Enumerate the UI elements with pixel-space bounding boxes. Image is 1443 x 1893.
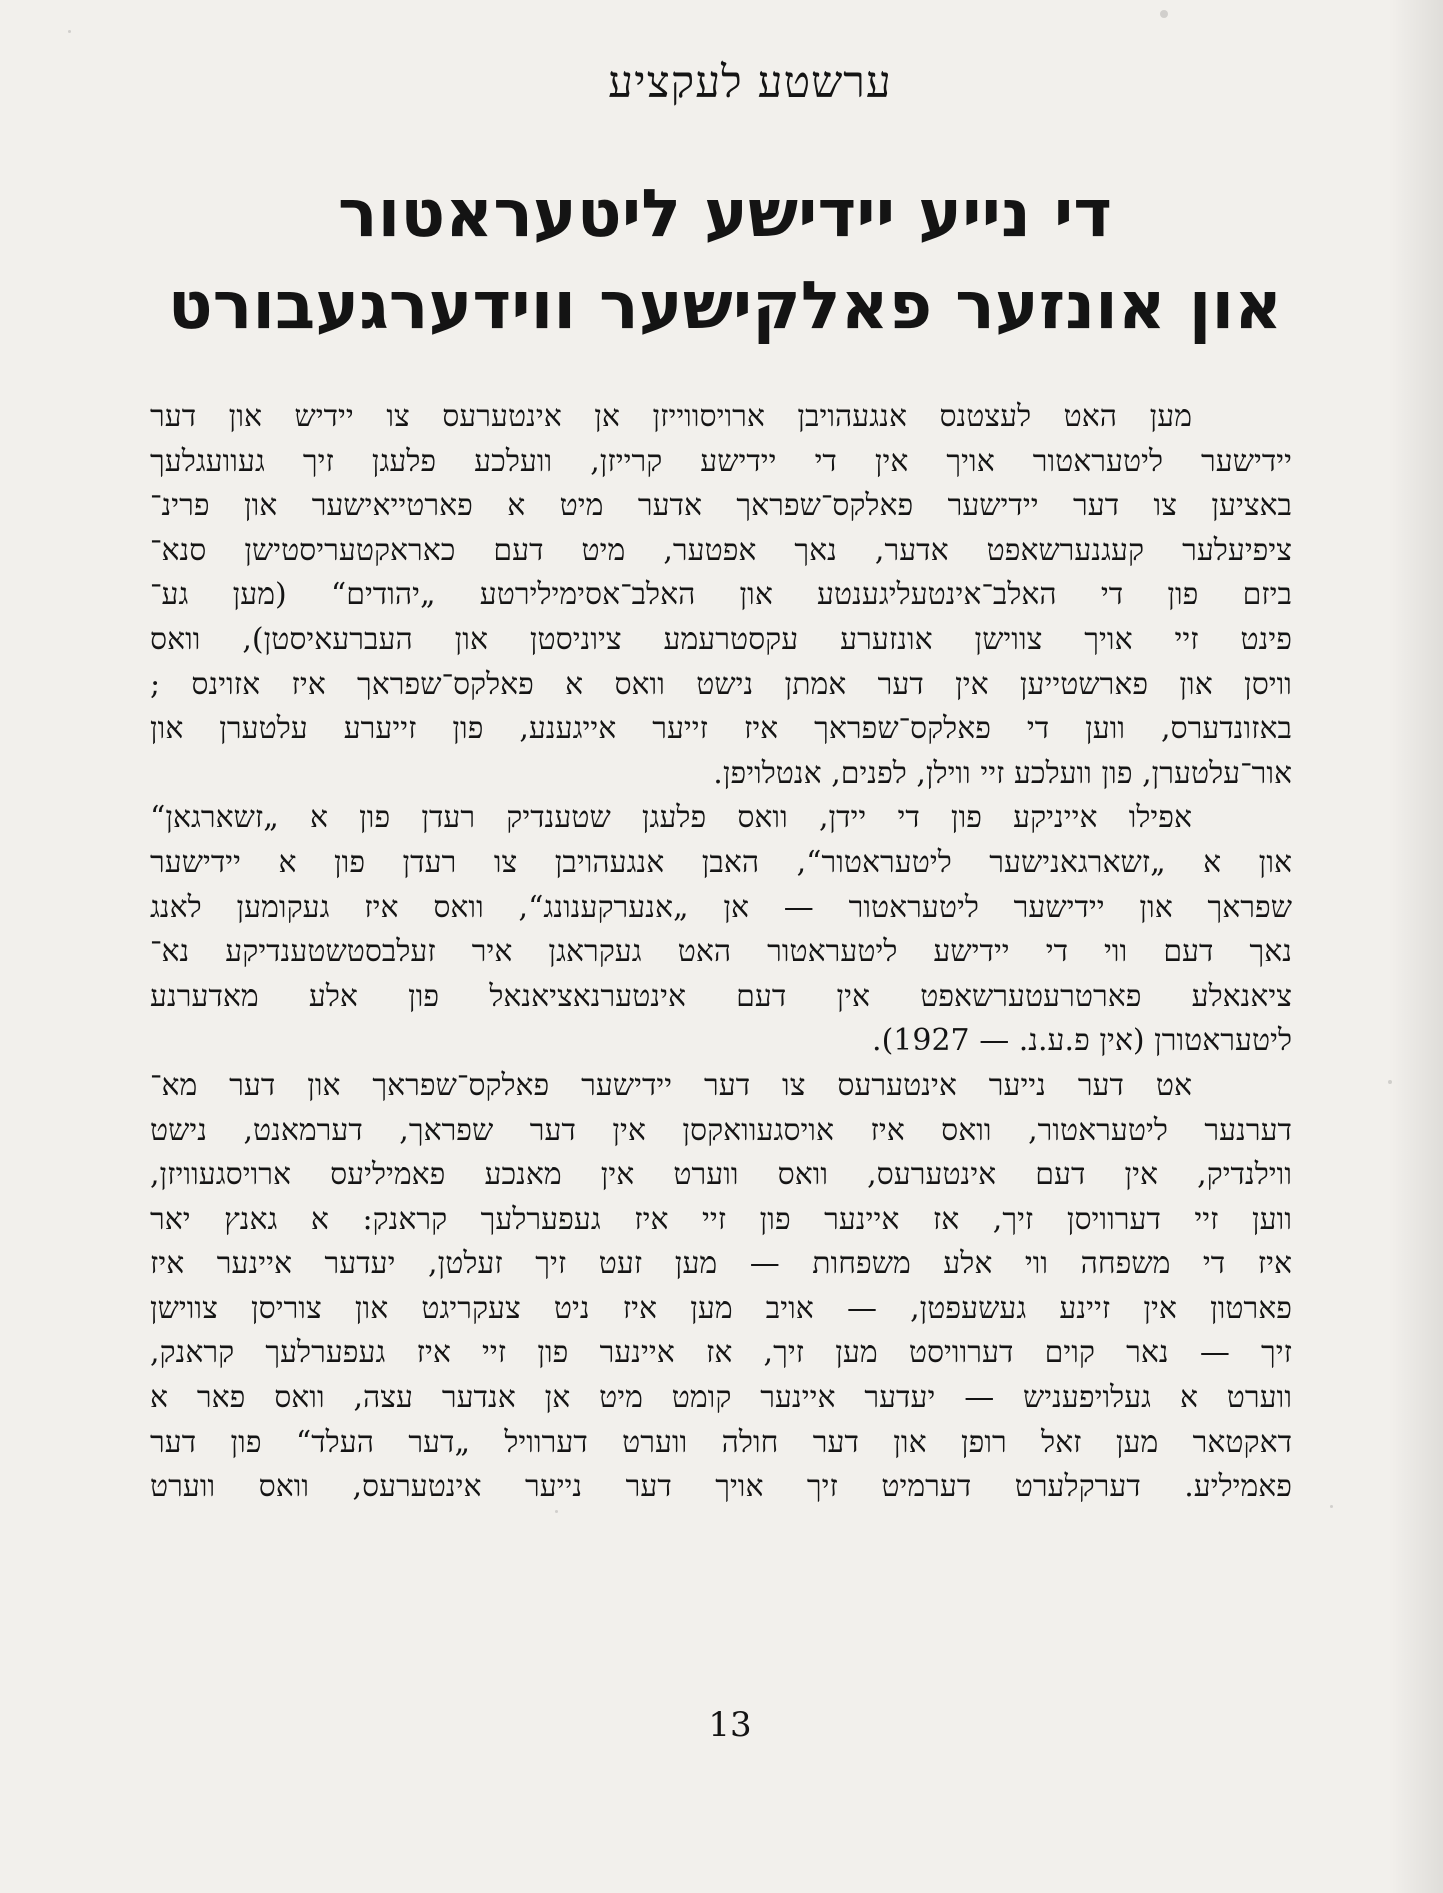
text-line: מען האט לעצטנס אנגעהויבן ארויסווייזן אן אינטערעס צו יידיש און דער <box>150 399 1192 434</box>
text-line: פינט זיי אויך צווישן אונזערע עקסטרעמע ציוניסטן און העברעאיסטן), וואס <box>150 621 1292 657</box>
paper-speck <box>68 30 71 33</box>
text-line: דערנער ליטעראטור, וואס איז אויסגעוואקסן אין דער שפראך, דערמאנט, נישט <box>150 1112 1292 1148</box>
text-line: ווילנדיק, אין דעם אינטערעס, וואס ווערט אין מאנכע פאמיליעס ארויסגעוויזן, <box>150 1157 1292 1193</box>
text-line: אט דער נייער אינטערעס צו דער יידישער פאלקס־שפראך און דער מא־ <box>150 1067 1192 1103</box>
text-line: ביזם פון די האלב־אינטעליגענטע און האלב־אסימילירטע „יהודים“ (מען גע־ <box>150 577 1292 613</box>
text-line: וויסן און פארשטייען אין דער אמתן נישט וואס א פאלקס־שפראך איז אזוינס ; <box>150 666 1292 702</box>
text-line: שפראך און יידישער ליטעראטור — אן „אנערקענונג“, וואס איז געקומען לאנג <box>150 889 1292 925</box>
text-line: באזונדערס, ווען די פאלקס־שפראך איז זייער אייגענע, פון זייערע עלטערן און <box>150 711 1292 747</box>
text-line: פארטון אין זיינע געשעפטן, — אויב מען איז ניט צעקריגט און צוריסן צווישן <box>150 1290 1292 1326</box>
paragraph-3 <box>150 1064 1292 1510</box>
paper-speck <box>1388 1080 1392 1084</box>
text-line: זיך — נאר קוים דערוויסט מען זיך, אז איינער פון זיי איז געפערלעך קראנק, <box>150 1335 1292 1371</box>
title-line-2: און אונזער פאלקישער ווידערגעבורט <box>167 267 1283 344</box>
text-line: פאמיליע. דערקלערט דערמיט זיך אויך דער נייער אינטערעס, וואס ווערט <box>150 1469 1292 1505</box>
text-line: ווערט א געלויפעניש — יעדער איינער קומט מיט אן אנדער עצה, וואס פאר א <box>150 1380 1292 1416</box>
paper-speck <box>555 1510 558 1513</box>
section-label: ערשטע לעקציע <box>608 57 892 108</box>
text-line: ציפיעלער קעגנערשאפט אדער, נאך אפטער, מיט דעם כאראקטעריסטישן סנא־ <box>150 532 1292 568</box>
page-number: 13 <box>708 1705 752 1745</box>
text-line: אפילו אייניקע פון די יידן, וואס פלעגן שטענדיק רעדן פון א „זשארגאן“ <box>150 800 1192 836</box>
title-line-1: די נייע יידישע ליטעראטור <box>337 175 1113 252</box>
text-line: ליטעראטורן (אין פ.ע.נ. — 1927). <box>872 1023 1292 1059</box>
page-title <box>160 168 1290 352</box>
paragraph-2 <box>150 796 1292 1064</box>
paper-speck <box>1330 1505 1333 1508</box>
text-line: אור־עלטערן, פון וועלכע זיי ווילן, לפנים, אנטלויפן. <box>713 755 1292 791</box>
text-line: באציען צו דער יידישער פאלקס־שפראך אדער מיט א פארטייאישער און פרינ־ <box>150 488 1292 524</box>
text-line: ציאנאלע פארטרעטערשאפט אין דעם אינטערנאציאנאל פון אלע מאדערנע <box>150 978 1292 1014</box>
text-line: און א „זשארגאנישער ליטעראטור“, האבן אנגעהויבן צו רעדן פון א יידישער <box>150 844 1292 880</box>
paragraph-1 <box>150 395 1292 796</box>
text-line: ווען זיי דערוויסן זיך, אז איינער פון זיי איז געפערלעך קראנק: א גאנץ יאר <box>150 1201 1292 1237</box>
text-line: נאך דעם ווי די יידישע ליטעראטור האט געקראגן איר זעלבסטשטענדיקע נא־ <box>150 934 1292 970</box>
body-text <box>150 395 1292 1510</box>
paper-speck <box>1160 10 1168 18</box>
text-line: איז די משפחה ווי אלע משפחות — מען זעט זיך זעלטן, יעדער איינער איז <box>150 1246 1292 1282</box>
text-line: דאקטאר מען זאל רופן און דער חולה ווערט דערוויל „דער העלד“ פון דער <box>150 1424 1292 1460</box>
text-line: יידישער ליטעראטור אויך אין די יידישע קרייזן, וועלכע פלעגן זיך געוועגלעך <box>150 443 1292 479</box>
